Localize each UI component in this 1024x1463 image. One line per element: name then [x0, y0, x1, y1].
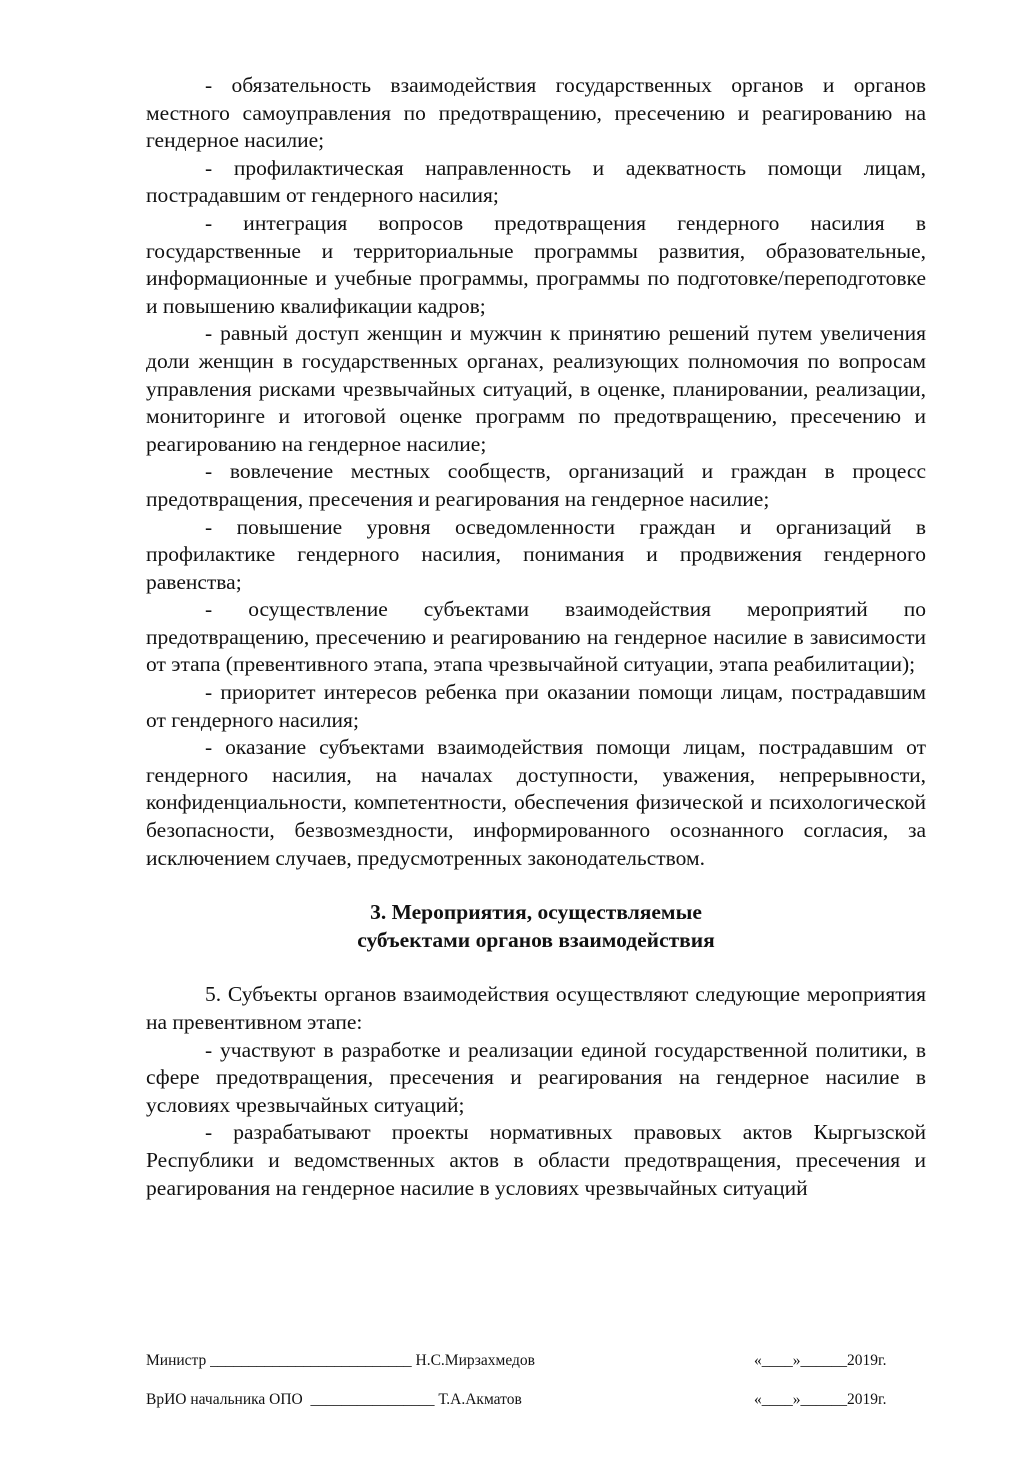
list-item: - обязательность взаимодействия государственных органов и органов местного самоуправления по предотвращению, пресечению и реагированию на гендерное насилие; [146, 73, 926, 153]
minister-signature-date: «____»______2019г. [754, 1352, 887, 1369]
signature-line-head [146, 1391, 926, 1463]
list-item: - профилактическая направленность и адекватность помощи лицам, пострадавшим от гендерного насилия; [146, 155, 926, 208]
list-item: - интеграция вопросов предотвращения гендерного насилия в государственные и территориальные программы развития, образовательные, информационные и учебные программы, программы по подготовке/переподготовке и повышению квалификации кадров; [146, 210, 926, 318]
list-item: - осуществление субъектами взаимодействия мероприятий по предотвращению, пресечению и реагированию на гендерное насилие в зависимости от этапа (превентивного этапа, этапа чрезвычайной ситуации, этапа реабилитации); [146, 597, 926, 677]
clause-paragraph: 5. Субъекты органов взаимодействия осуществляют следующие мероприятия на превентивном этапе: [146, 982, 926, 1034]
list-item: - оказание субъектами взаимодействия помощи лицам, пострадавшим от гендерного насилия, на началах доступности, уважения, непрерывности, конфиденциальности, компетентности, обеспечения физической и психологической безопасности, безвозмездности, информированного осознанного согласия, за исключением случаев, предусмотренных законодательством. [146, 735, 926, 870]
head-signature-text: ВрИО начальника ОПО ________________ Т.А.Акматов [146, 1391, 522, 1408]
list-item: - равный доступ женщин и мужчин к принятию решений путем увеличения доли женщин в государственных органах, реализующих полномочия по вопросам управления рисками чрезвычайных ситуаций, в оценке, планировании, реализации, мониторинге и итоговой оценке программ по предотвращению, пресечению и реагированию на гендерное насилие; [146, 321, 926, 456]
list-item: - повышение уровня осведомленности граждан и организаций в профилактике гендерного насилия, понимания и продвижения гендерного равенства; [146, 514, 926, 594]
list-item: - вовлечение местных сообществ, организаций и граждан в процесс предотвращения, пресечения и реагирования на гендерное насилие; [146, 459, 926, 511]
list-item: - разрабатывают проекты нормативных правовых актов Кыргызской Республики и ведомственных актов в области предотвращения, пресечения и реагирования на гендерное насилие в условиях чрезвычайных ситуаций [146, 1120, 926, 1200]
section-heading-line-1: 3. Мероприятия, осуществляемые [370, 900, 702, 925]
minister-signature-text: Министр __________________________ Н.С.Мирзахмедов [146, 1352, 535, 1369]
list-item: - участвуют в разработке и реализации единой государственной политики, в сфере предотвращения, пресечения и реагирования на гендерное насилие в условиях чрезвычайных ситуаций; [146, 1037, 926, 1117]
section-heading-line-2: субъектами органов взаимодействия [357, 927, 715, 952]
section-heading [146, 899, 926, 954]
document-body [146, 72, 926, 1202]
head-signature-date: «____»______2019г. [754, 1391, 887, 1408]
list-item: - приоритет интересов ребенка при оказании помощи лицам, пострадавшим от гендерного насилия; [146, 680, 926, 732]
